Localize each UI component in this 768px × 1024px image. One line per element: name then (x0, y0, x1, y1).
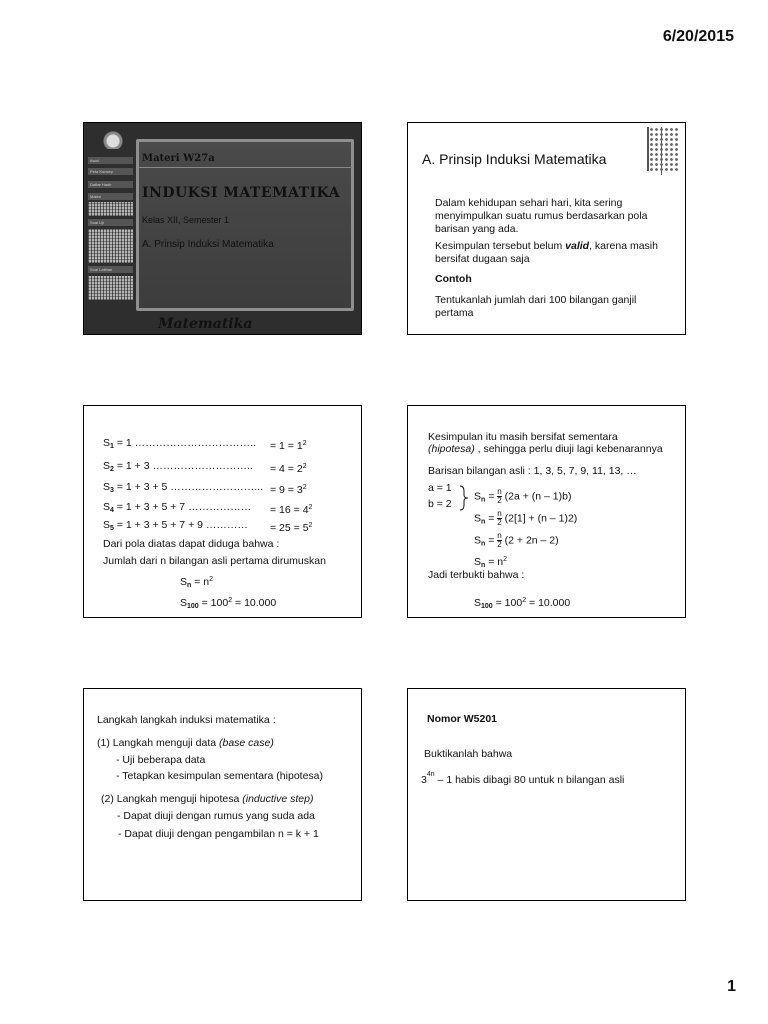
sidebar-item-awal[interactable]: Awal (88, 157, 133, 164)
sidebar-item-soal-latihan[interactable]: Soal Latihan (88, 266, 133, 273)
slide-1-title (83, 122, 362, 335)
paragraph-3: Tentukanlah jumlah dari 100 bilangan ganjil pertama (435, 294, 637, 319)
sum-value: = $1 = 1^2$ (270, 440, 307, 452)
step-1-a: - Uji beberapa data (116, 754, 206, 766)
step-2-a: - Dapat diuji dengan rumus yang suda ada (117, 810, 315, 822)
page-date: 6/20/2015 (662, 28, 734, 45)
sidebar-item-peta-konsep[interactable]: Peta Konsep (88, 168, 133, 175)
slide-5 (83, 688, 362, 901)
equation-1: $S_n$ = $\frac{n}{2}$ (2a + (n – 1)b) (474, 487, 572, 505)
sum-value: = $16 = 4^2$ (270, 504, 313, 516)
sum-row: $S_1 = 1$ …………………………….. (103, 437, 256, 450)
example-label: Contoh (435, 273, 472, 285)
sidebar-grid-1 (88, 202, 133, 216)
equation-3: $S_n$ = $\frac{n}{2}$ (2 + 2n – 2) (474, 531, 559, 549)
paragraph-2: Kesimpulan tersebut belum valid, karena masih bersifat dugaan saja (435, 240, 658, 265)
materi-label: Materi W27a (142, 153, 215, 164)
brand-text: Matematika (158, 316, 253, 332)
logo-icon (98, 129, 128, 149)
sum-row: $S_2 = 1 + 3$ ……………………….. (103, 460, 253, 473)
steps-intro: Langkah langkah induksi matematika : (97, 714, 276, 726)
sidebar-item-materi[interactable]: Materi (88, 193, 133, 200)
sidebar-grid-3 (88, 276, 133, 300)
formula-s100: $S_{100} = 100^2 = 10.000$ (180, 597, 277, 610)
divider (138, 167, 352, 168)
class-info: Kelas XII, Semester 1 (142, 215, 230, 225)
a-definition: a = 1 (428, 482, 452, 494)
slide-1-sidebar (88, 157, 133, 327)
slide-4 (407, 405, 686, 618)
b-definition: b = 2 (428, 498, 452, 510)
problem-statement: $3^{4n} - 1$ habis dibagi 80 untuk n bilangan asli (421, 771, 625, 786)
hypothesis-line-2: (hipotesa) , sehingga perlu diuji lagi kebenarannya (428, 443, 663, 455)
equation-4: $S_n = n^2$ (474, 556, 508, 569)
step-2: (2) Langkah menguji hipotesa (inductive step) (101, 793, 314, 805)
dot-pattern-icon (649, 127, 679, 171)
slide-1-heading: INDUKSI MATEMATIKA (142, 185, 341, 201)
sidebar-grid-2 (88, 229, 133, 263)
slide-3 (83, 405, 362, 618)
slide-1-subtitle: A. Prinsip Induksi Matematika (142, 239, 274, 250)
paragraph-1: Dalam kehidupan sehari hari, kita sering menyimpulkan suatu rumus berdasarkan pola barisan yang ada. (435, 197, 648, 235)
sidebar-item-daftar-hadir[interactable]: Daftar Hadir (88, 181, 133, 188)
equation-2: $S_n$ = $\frac{n}{2}$ (2[1] + (n – 1)2) (474, 509, 578, 527)
sequence-line: Barisan bilangan asli : 1, 3, 5, 7, 9, 11, 13, … (428, 465, 637, 477)
sum-value: = $9 = 3^2$ (270, 484, 307, 496)
sum-row: $S_5 = 1 + 3 + 5 + 7 + 9$ ………… (103, 519, 248, 532)
slide-2-heading: A. Prinsip Induksi Matematika (422, 151, 607, 167)
formula-text: Jumlah dari n bilangan asli pertama dirumuskan (103, 555, 326, 567)
sidebar-item-soal-uji[interactable]: Soal Uji (88, 219, 133, 226)
conclusion: Jadi terbukti bahwa : (428, 569, 525, 581)
step-2-b: - Dapat diuji dengan pengambilan n = k + 1 (118, 828, 319, 840)
slide-2 (407, 122, 686, 335)
final-result: $S_{100} = 100^2 = 10.000$ (474, 597, 571, 610)
sum-row: $S_3 = 1 + 3 + 5$ ……………………... (103, 481, 264, 494)
sum-value: = $4 = 2^2$ (270, 463, 307, 475)
sum-value: = $25 = 5^2$ (270, 522, 313, 534)
bracket-icon (458, 484, 472, 512)
page-number: 1 (727, 978, 736, 995)
step-1: (1) Langkah menguji data (base case) (97, 737, 274, 749)
step-1-b: - Tetapkan kesimpulan sementara (hipotesa) (116, 770, 324, 782)
slide-1-panel (136, 139, 354, 311)
sum-row: $S_4 = 1 + 3 + 5 + 7$ ……………… (103, 501, 252, 514)
slide-6 (407, 688, 686, 901)
prove-label: Buktikanlah bahwa (424, 748, 513, 760)
hypothesis-line-1: Kesimpulan itu masih bersifat sementara (428, 431, 618, 443)
formula-sn: $S_n = n^2$ (180, 576, 214, 589)
pattern-text: Dari pola diatas dapat diduga bahwa : (103, 538, 280, 550)
problem-number: Nomor W5201 (427, 713, 498, 725)
